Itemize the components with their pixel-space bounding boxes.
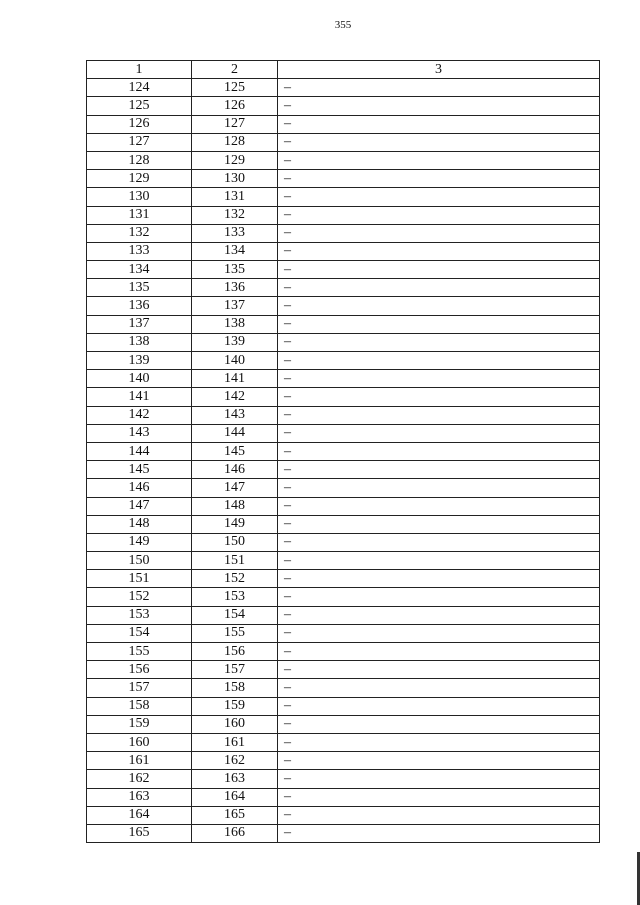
- table-cell-col-1: 151: [87, 570, 192, 588]
- table-cell-col-3: –: [278, 406, 600, 424]
- table-cell-col-2: 146: [192, 461, 278, 479]
- table-cell-col-3: –: [278, 606, 600, 624]
- table-cell-col-1: 155: [87, 643, 192, 661]
- table-row: [87, 752, 600, 770]
- table-cell-col-1: 159: [87, 715, 192, 733]
- table-cell-col-2: 132: [192, 206, 278, 224]
- table-cell-col-1: 131: [87, 206, 192, 224]
- table-cell-col-1: 128: [87, 151, 192, 169]
- table-cell-col-2: 159: [192, 697, 278, 715]
- table-row: [87, 661, 600, 679]
- table-header-row: [87, 61, 600, 79]
- table-cell-col-1: 124: [87, 79, 192, 97]
- table-cell-col-1: 144: [87, 442, 192, 460]
- table-cell-col-1: 134: [87, 261, 192, 279]
- table-cell-col-3: –: [278, 533, 600, 551]
- table-cell-col-3: –: [278, 115, 600, 133]
- table-cell-col-3: –: [278, 133, 600, 151]
- table-cell-col-2: 162: [192, 752, 278, 770]
- table-cell-col-3: –: [278, 588, 600, 606]
- table-cell-col-3: –: [278, 552, 600, 570]
- table-cell-col-2: 136: [192, 279, 278, 297]
- table-cell-col-3: –: [278, 333, 600, 351]
- table-row: [87, 424, 600, 442]
- table-row: [87, 679, 600, 697]
- table-cell-col-3: –: [278, 497, 600, 515]
- table-cell-col-3: –: [278, 97, 600, 115]
- table-row: [87, 770, 600, 788]
- table-cell-col-2: 139: [192, 333, 278, 351]
- table-cell-col-3: –: [278, 352, 600, 370]
- table-cell-col-1: 161: [87, 752, 192, 770]
- table-cell-col-2: 133: [192, 224, 278, 242]
- table-cell-col-3: –: [278, 388, 600, 406]
- table-row: [87, 170, 600, 188]
- table-cell-col-3: –: [278, 170, 600, 188]
- table-cell-col-3: –: [278, 315, 600, 333]
- table-row: [87, 515, 600, 533]
- table-cell-col-2: 166: [192, 824, 278, 842]
- table-row: [87, 261, 600, 279]
- table-cell-col-2: 165: [192, 806, 278, 824]
- table-row: [87, 806, 600, 824]
- table-cell-col-1: 152: [87, 588, 192, 606]
- table-cell-col-3: –: [278, 442, 600, 460]
- table-cell-col-1: 136: [87, 297, 192, 315]
- column-header-1: 1: [87, 61, 192, 79]
- table-cell-col-2: 154: [192, 606, 278, 624]
- table-cell-col-1: 145: [87, 461, 192, 479]
- table-row: [87, 442, 600, 460]
- table-row: [87, 297, 600, 315]
- table-row: [87, 133, 600, 151]
- table-cell-col-1: 141: [87, 388, 192, 406]
- table-cell-col-2: 161: [192, 733, 278, 751]
- table-cell-col-1: 157: [87, 679, 192, 697]
- table-cell-col-1: 140: [87, 370, 192, 388]
- table-cell-col-2: 131: [192, 188, 278, 206]
- table-cell-col-2: 141: [192, 370, 278, 388]
- table-cell-col-3: –: [278, 788, 600, 806]
- data-table: [86, 60, 600, 843]
- table-cell-col-2: 126: [192, 97, 278, 115]
- table-cell-col-1: 164: [87, 806, 192, 824]
- table-row: [87, 624, 600, 642]
- table-cell-col-1: 146: [87, 479, 192, 497]
- table-row: [87, 788, 600, 806]
- table-cell-col-2: 163: [192, 770, 278, 788]
- table-cell-col-1: 126: [87, 115, 192, 133]
- table-row: [87, 97, 600, 115]
- column-header-2: 2: [192, 61, 278, 79]
- table-row: [87, 279, 600, 297]
- table-cell-col-2: 151: [192, 552, 278, 570]
- table-cell-col-2: 127: [192, 115, 278, 133]
- table-row: [87, 206, 600, 224]
- table-cell-col-2: 142: [192, 388, 278, 406]
- table-cell-col-3: –: [278, 461, 600, 479]
- table-cell-col-3: –: [278, 279, 600, 297]
- table-cell-col-3: –: [278, 242, 600, 260]
- table-row: [87, 115, 600, 133]
- table-cell-col-3: –: [278, 188, 600, 206]
- table-cell-col-1: 160: [87, 733, 192, 751]
- table-cell-col-1: 133: [87, 242, 192, 260]
- table-row: [87, 697, 600, 715]
- table-cell-col-1: 153: [87, 606, 192, 624]
- table-body: [87, 79, 600, 843]
- table-cell-col-2: 128: [192, 133, 278, 151]
- table-cell-col-2: 137: [192, 297, 278, 315]
- table-row: [87, 733, 600, 751]
- table-cell-col-1: 142: [87, 406, 192, 424]
- table-cell-col-3: –: [278, 733, 600, 751]
- table-row: [87, 188, 600, 206]
- table-cell-col-2: 148: [192, 497, 278, 515]
- table-cell-col-2: 155: [192, 624, 278, 642]
- table-cell-col-3: –: [278, 79, 600, 97]
- table-cell-col-1: 149: [87, 533, 192, 551]
- table-cell-col-3: –: [278, 697, 600, 715]
- table-cell-col-2: 143: [192, 406, 278, 424]
- table-cell-col-2: 156: [192, 643, 278, 661]
- table-cell-col-1: 147: [87, 497, 192, 515]
- table-row: [87, 570, 600, 588]
- table-cell-col-2: 158: [192, 679, 278, 697]
- table-cell-col-2: 149: [192, 515, 278, 533]
- table-row: [87, 588, 600, 606]
- table-cell-col-3: –: [278, 570, 600, 588]
- table-row: [87, 352, 600, 370]
- table-cell-col-3: –: [278, 370, 600, 388]
- table-cell-col-1: 132: [87, 224, 192, 242]
- table-cell-col-2: 125: [192, 79, 278, 97]
- table-cell-col-3: –: [278, 206, 600, 224]
- table-row: [87, 497, 600, 515]
- table-row: [87, 79, 600, 97]
- table-cell-col-1: 129: [87, 170, 192, 188]
- table-cell-col-2: 140: [192, 352, 278, 370]
- table-row: [87, 315, 600, 333]
- table-cell-col-2: 129: [192, 151, 278, 169]
- table-cell-col-3: –: [278, 151, 600, 169]
- table-cell-col-3: –: [278, 297, 600, 315]
- table-cell-col-1: 150: [87, 552, 192, 570]
- table-row: [87, 643, 600, 661]
- table-cell-col-2: 135: [192, 261, 278, 279]
- table-cell-col-1: 137: [87, 315, 192, 333]
- table-cell-col-3: –: [278, 479, 600, 497]
- table-cell-col-1: 162: [87, 770, 192, 788]
- table-cell-col-1: 156: [87, 661, 192, 679]
- table-cell-col-2: 157: [192, 661, 278, 679]
- table-cell-col-1: 127: [87, 133, 192, 151]
- table-cell-col-3: –: [278, 715, 600, 733]
- table-row: [87, 406, 600, 424]
- table-row: [87, 715, 600, 733]
- table-cell-col-2: 164: [192, 788, 278, 806]
- table-cell-col-3: –: [278, 824, 600, 842]
- table-cell-col-3: –: [278, 661, 600, 679]
- table-cell-col-3: –: [278, 624, 600, 642]
- table-cell-col-2: 153: [192, 588, 278, 606]
- table-cell-col-3: –: [278, 424, 600, 442]
- table-row: [87, 370, 600, 388]
- table-cell-col-2: 130: [192, 170, 278, 188]
- table-cell-col-2: 152: [192, 570, 278, 588]
- table-cell-col-2: 134: [192, 242, 278, 260]
- table-row: [87, 552, 600, 570]
- table-cell-col-1: 135: [87, 279, 192, 297]
- table-cell-col-1: 165: [87, 824, 192, 842]
- table-cell-col-1: 163: [87, 788, 192, 806]
- table-cell-col-1: 125: [87, 97, 192, 115]
- table-row: [87, 606, 600, 624]
- table-cell-col-1: 138: [87, 333, 192, 351]
- table-cell-col-3: –: [278, 752, 600, 770]
- table-cell-col-3: –: [278, 806, 600, 824]
- table-cell-col-2: 150: [192, 533, 278, 551]
- table-cell-col-2: 144: [192, 424, 278, 442]
- table-row: [87, 824, 600, 842]
- table-cell-col-3: –: [278, 224, 600, 242]
- page-number: 355: [334, 19, 352, 31]
- table-cell-col-3: –: [278, 643, 600, 661]
- table-row: [87, 151, 600, 169]
- table-cell-col-3: –: [278, 515, 600, 533]
- table-cell-col-3: –: [278, 679, 600, 697]
- table-cell-col-3: –: [278, 770, 600, 788]
- table-cell-col-3: –: [278, 261, 600, 279]
- column-header-3: 3: [278, 61, 600, 79]
- table-row: [87, 461, 600, 479]
- table-cell-col-2: 138: [192, 315, 278, 333]
- table-cell-col-2: 160: [192, 715, 278, 733]
- table-cell-col-1: 148: [87, 515, 192, 533]
- table-row: [87, 388, 600, 406]
- table-cell-col-1: 158: [87, 697, 192, 715]
- table-cell-col-2: 147: [192, 479, 278, 497]
- table-row: [87, 533, 600, 551]
- table-cell-col-1: 143: [87, 424, 192, 442]
- table-cell-col-1: 139: [87, 352, 192, 370]
- table-cell-col-1: 154: [87, 624, 192, 642]
- table-cell-col-1: 130: [87, 188, 192, 206]
- table-row: [87, 242, 600, 260]
- table-row: [87, 224, 600, 242]
- table-cell-col-2: 145: [192, 442, 278, 460]
- table-row: [87, 479, 600, 497]
- table-row: [87, 333, 600, 351]
